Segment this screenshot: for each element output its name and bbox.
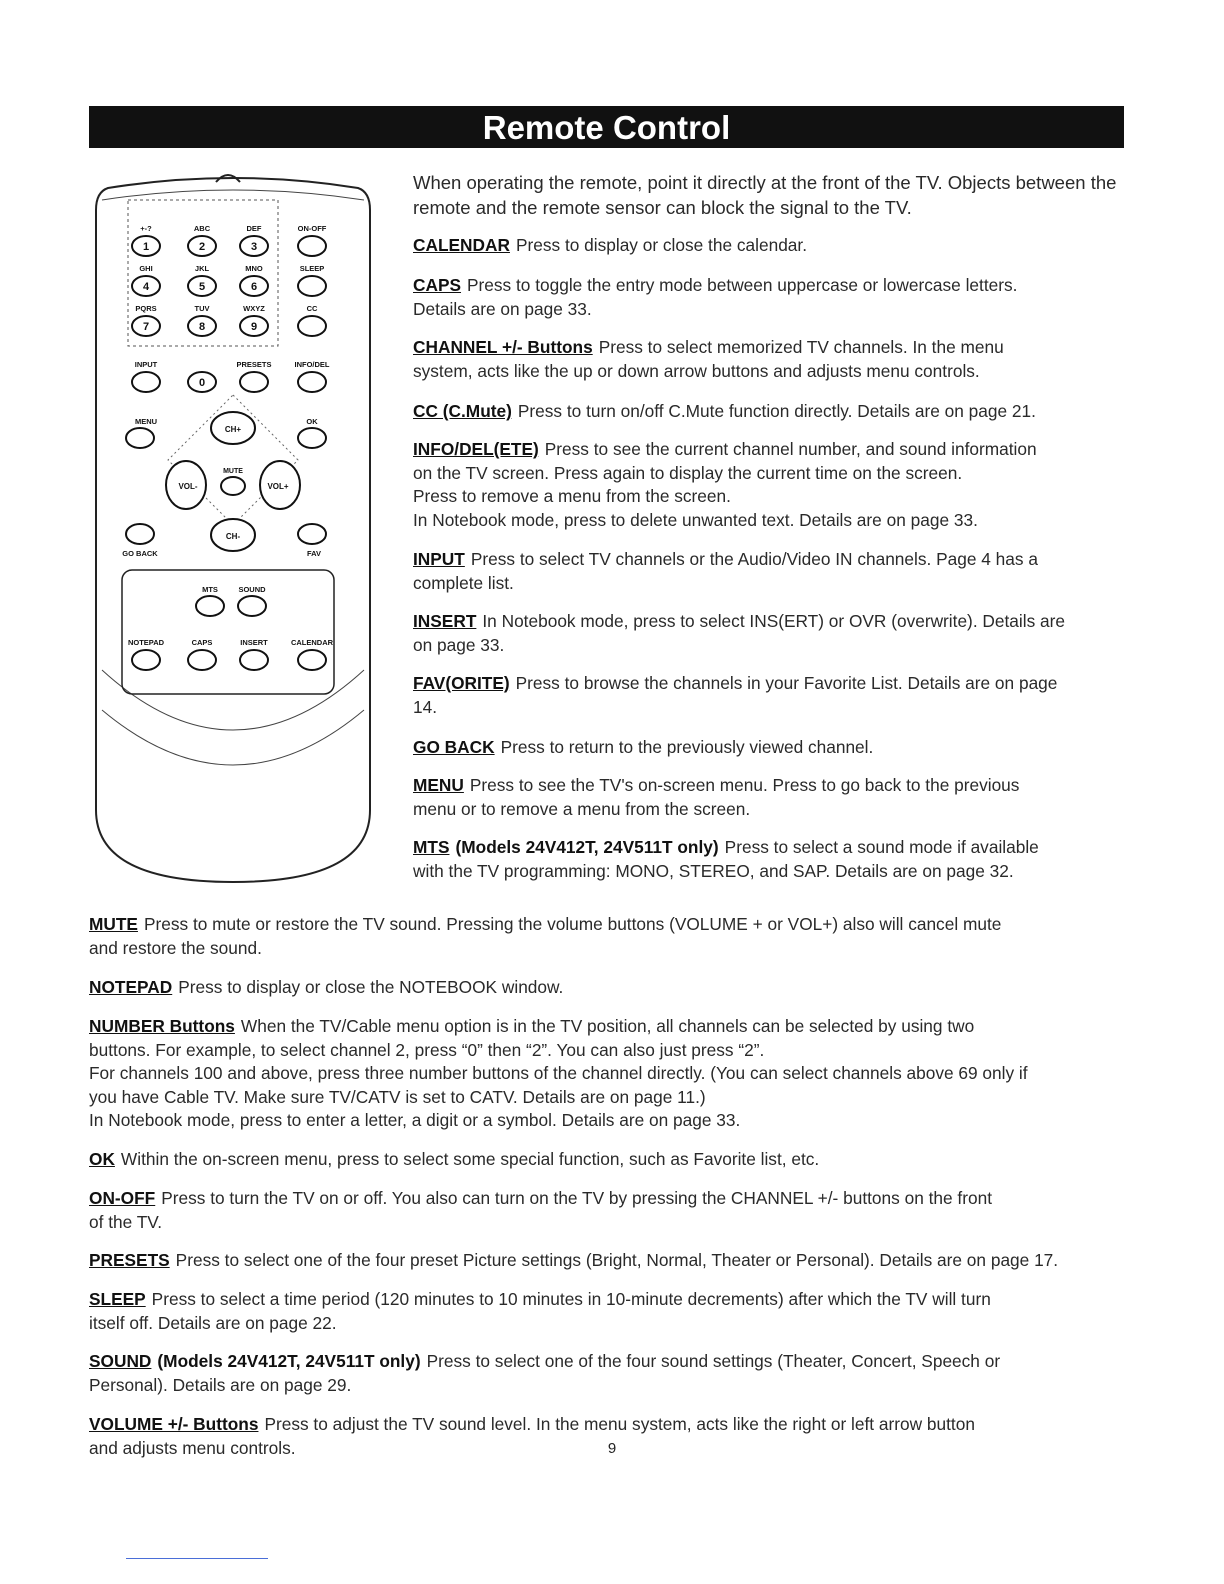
menu-button — [126, 428, 154, 448]
key-digit: 4 — [142, 281, 150, 293]
calendar-button — [298, 650, 326, 670]
description-line: Press to see the TV's on-screen menu. Press to go back to the previous — [469, 775, 1020, 795]
definition-entry — [89, 1350, 1124, 1397]
go-back-label: GO BACK — [122, 549, 158, 558]
definition-entry — [413, 736, 1119, 760]
caps-button — [188, 650, 216, 670]
description-line: and adjusts menu controls. — [89, 1437, 296, 1458]
description-line: Press to select one of the four preset Picture settings (Bright, Normal, Theater or Personal). Details are on page 17. — [175, 1250, 1059, 1270]
description-line: Press to return to the previously viewed channel. — [500, 737, 874, 757]
remote-key — [298, 236, 326, 256]
key-label: MNO — [245, 264, 263, 273]
term-label: MTS — [413, 837, 450, 857]
key-digit: 7 — [142, 321, 150, 333]
key-digit: 0 — [198, 377, 206, 389]
description-line: itself off. Details are on page 22. — [89, 1312, 337, 1333]
definition-entry — [89, 1249, 1124, 1273]
key-label: CC — [306, 304, 318, 313]
key-digit: 1 — [142, 241, 150, 253]
description-line: Press to select one of the four sound settings (Theater, Concert, Speech or — [426, 1351, 1001, 1371]
term-label: CHANNEL +/- Buttons — [413, 337, 593, 357]
key-label: ABC — [193, 224, 211, 233]
description-line: Press to display or close the NOTEBOOK window. — [178, 977, 564, 997]
fav-label: FAV — [306, 549, 322, 558]
key-label: +-? — [140, 224, 152, 233]
term-label: SLEEP — [89, 1289, 146, 1309]
description-line: In Notebook mode, press to select INS(ERT) or OVR (overwrite). Details are — [482, 611, 1066, 631]
sound-button — [238, 596, 266, 616]
remote-key — [298, 316, 326, 336]
definition-entry — [89, 1015, 1124, 1133]
sound-label: SOUND — [238, 585, 266, 594]
description-line: of the TV. — [89, 1211, 163, 1232]
definition-entry — [89, 1187, 1124, 1234]
definition-entry — [89, 1288, 1124, 1335]
mts-button — [196, 596, 224, 616]
description-line: In Notebook mode, press to delete unwanted text. Details are on page 33. — [413, 509, 978, 530]
term-label: ON-OFF — [89, 1188, 156, 1208]
page-title: Remote Control — [89, 106, 1124, 148]
term-label: CAPS — [413, 275, 462, 295]
definition-entry — [413, 672, 1119, 719]
key-label: GHI — [139, 264, 153, 273]
definition-entry — [89, 1148, 1124, 1172]
mute-button — [221, 477, 245, 495]
definition-entry — [413, 438, 1119, 532]
description-line: buttons. For example, to select channel 2, press “0” then “2”. You can also just press “2”. — [89, 1039, 765, 1060]
key-label: TUV — [194, 304, 210, 313]
key-digit: 3 — [250, 241, 258, 253]
description-line: Within the on-screen menu, press to select some special function, such as Favorite list, etc. — [120, 1149, 820, 1169]
description-line: complete list. — [413, 572, 514, 593]
term-qualifier: (Models 24V412T, 24V511T only) — [455, 837, 719, 857]
description-line: For channels 100 and above, press three number buttons of the channel directly. (You can select channels above 69 only if — [89, 1063, 1028, 1083]
key-label: JKL — [194, 264, 210, 273]
description-line: system, acts like the up or down arrow buttons and adjusts menu controls. — [413, 360, 980, 381]
term-label: MUTE — [89, 914, 138, 934]
caps-label: CAPS — [191, 638, 213, 647]
definition-entry — [413, 548, 1119, 595]
description-line: Press to remove a menu from the screen. — [413, 486, 731, 506]
term-label: VOLUME +/- Buttons — [89, 1414, 259, 1434]
definition-entry — [413, 274, 1119, 321]
description-line: In Notebook mode, press to enter a letter, a digit or a symbol. Details are on page 33. — [89, 1110, 741, 1130]
term-label: PRESETS — [89, 1250, 170, 1270]
key-label: DEF — [246, 224, 262, 233]
description-line: Press to select a time period (120 minutes to 10 minutes in 10-minute decrements) after which the TV will turn — [151, 1289, 991, 1309]
insert-label: INSERT — [240, 638, 268, 647]
remote-key — [298, 276, 326, 296]
term-label: CC (C.Mute) — [413, 401, 512, 421]
term-qualifier: (Models 24V412T, 24V511T only) — [157, 1351, 421, 1371]
key-label: INFO/DEL — [294, 360, 330, 369]
vol-down-label: VOL- — [178, 482, 198, 491]
definition-entry — [413, 400, 1119, 424]
description-line: Press to adjust the TV sound level. In the menu system, acts like the right or left arrow button — [264, 1414, 975, 1434]
term-label: NOTEPAD — [89, 977, 173, 997]
description-line: Press to toggle the entry mode between uppercase or lowercase letters. — [467, 275, 1018, 295]
insert-button — [240, 650, 268, 670]
definition-entry — [413, 836, 1119, 883]
description-line: Details are on page 33. — [413, 298, 592, 319]
description-line: Press to select memorized TV channels. In the menu — [598, 337, 1004, 357]
description-line: Press to select TV channels or the Audio/Video IN channels. Page 4 has a — [470, 549, 1038, 569]
footer-rule — [126, 1558, 268, 1559]
definition-entry — [413, 774, 1119, 821]
term-label: MENU — [413, 775, 464, 795]
fav-button — [298, 524, 326, 544]
remote-key — [240, 372, 268, 392]
key-label: INPUT — [134, 360, 158, 369]
definition-entry — [413, 610, 1119, 657]
definition-entry — [413, 234, 1119, 258]
description-line: Press to turn on/off C.Mute function directly. Details are on page 21. — [517, 401, 1036, 421]
description-line: Press to display or close the calendar. — [515, 235, 808, 255]
notepad-button — [132, 650, 160, 670]
description-line: on page 33. — [413, 634, 505, 655]
description-line: Personal). Details are on page 29. — [89, 1374, 352, 1395]
key-digit: 6 — [250, 281, 258, 293]
description-line: with the TV programming: MONO, STEREO, and SAP. Details are on page 32. — [413, 860, 1014, 881]
remote-control-illustration — [88, 170, 378, 886]
key-digit: 9 — [250, 321, 258, 333]
mts-label: MTS — [202, 585, 218, 594]
ok-button — [298, 428, 326, 448]
go-back-button — [126, 524, 154, 544]
description-line: menu or to remove a menu from the screen. — [413, 798, 751, 819]
term-label: OK — [89, 1149, 115, 1169]
description-line: Press to see the current channel number, and sound information — [544, 439, 1037, 459]
description-line: Press to select a sound mode if available — [724, 837, 1039, 857]
menu-label: MENU — [134, 417, 158, 426]
description-line: and restore the sound. — [89, 937, 262, 958]
mute-label: MUTE — [223, 468, 243, 475]
key-label: WXYZ — [243, 304, 265, 313]
intro-paragraph: When operating the remote, point it directly at the front of the TV. Objects between the remote and the remote sensor can block the signal to the TV. — [413, 172, 1117, 218]
description-line: Press to turn the TV on or off. You also can turn on the TV by pressing the CHANNEL +/- buttons on the front — [161, 1188, 993, 1208]
key-label: ON-OFF — [297, 224, 327, 233]
remote-key — [298, 372, 326, 392]
ok-label: OK — [306, 417, 318, 426]
key-digit: 5 — [198, 281, 206, 293]
description-line: Press to browse the channels in your Favorite List. Details are on page — [515, 673, 1058, 693]
description-line: you have Cable TV. Make sure TV/CATV is set to CATV. Details are on page 11.) — [89, 1086, 706, 1107]
term-label: GO BACK — [413, 737, 495, 757]
description-line: When the TV/Cable menu option is in the TV position, all channels can be selected by using two — [240, 1016, 975, 1036]
ch-down-label: CH- — [225, 532, 241, 541]
remote-key — [132, 372, 160, 392]
term-label: FAV(ORITE) — [413, 673, 510, 693]
term-label: NUMBER Buttons — [89, 1016, 235, 1036]
definition-entry — [413, 336, 1119, 383]
term-label: CALENDAR — [413, 235, 510, 255]
notepad-label: NOTEPAD — [127, 638, 165, 647]
description-line: 14. — [413, 696, 438, 717]
definition-entry — [89, 913, 1124, 960]
description-line: on the TV screen. Press again to display the current time on the screen. — [413, 462, 963, 483]
definition-entry — [89, 976, 1124, 1000]
key-label: PRESETS — [236, 360, 272, 369]
description-line: Press to mute or restore the TV sound. Pressing the volume buttons (VOLUME + or VOL+) also will cancel mute — [143, 914, 1002, 934]
page-number: 9 — [607, 1440, 617, 1457]
key-label: PQRS — [135, 304, 157, 313]
key-label: SLEEP — [299, 264, 325, 273]
term-label: INFO/DEL(ETE) — [413, 439, 539, 459]
term-label: SOUND — [89, 1351, 152, 1371]
calendar-label: CALENDAR — [290, 638, 334, 647]
ch-up-label: CH+ — [224, 425, 242, 434]
vol-up-label: VOL+ — [267, 482, 289, 491]
key-digit: 8 — [198, 321, 206, 333]
term-label: INPUT — [413, 549, 465, 569]
term-label: INSERT — [413, 611, 477, 631]
key-digit: 2 — [198, 241, 206, 253]
